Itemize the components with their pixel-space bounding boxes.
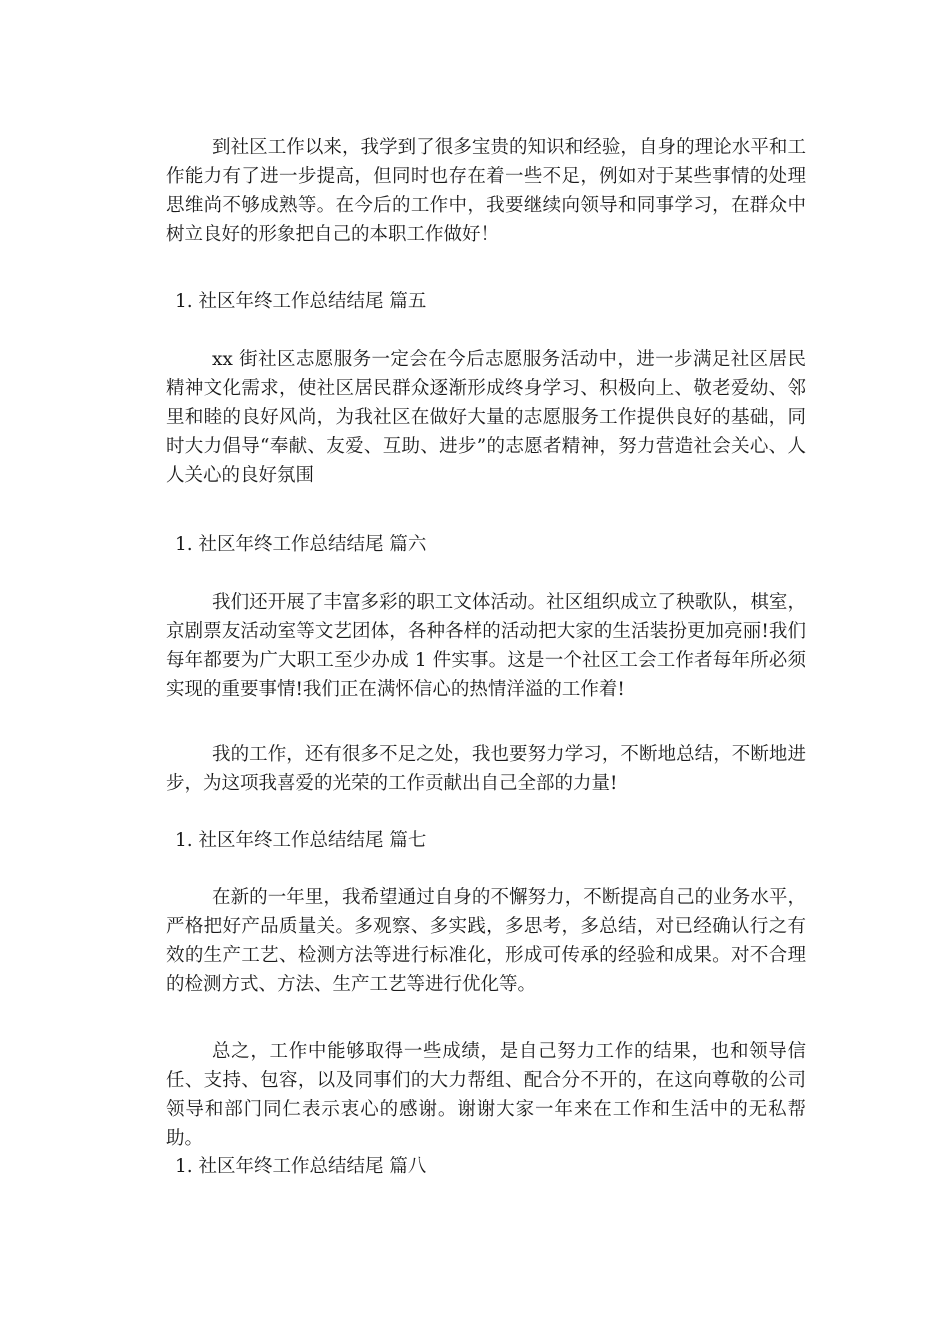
paragraph-section-7a: 在新的一年里，我希望通过自身的不懈努力，不断提高自己的业务水平，严格把好产品质量关。多观察、多实践，多思考，多总结，对已经确认行之有效的生产工艺、检测方法等进行标准化，形成可传承的经验和成果。对不合理的检测方式、方法、生产工艺等进行优化等。 bbox=[166, 887, 806, 995]
paragraph-intro: 到社区工作以来，我学到了很多宝贵的知识和经验，自身的理论水平和工作能力有了进一步提高，但同时也存在着一些不足，例如对于某些事情的处理思维尚不够成熟等。在今后的工作中，我要继续向领导和同事学习，在群众中树立良好的形象把自己的本职工作做好！ bbox=[166, 137, 806, 245]
paragraph-section-5: xx 街社区志愿服务一定会在今后志愿服务活动中，进一步满足社区居民精神文化需求，使社区居民群众逐渐形成终身学习、积极向上、敬老爱幼、邻里和睦的良好风尚，为我社区在做好大量的志愿服务工作提供良好的基础，同时大力倡导“奉献、友爱、互助、进步”的志愿者精神，努力营造社会关心、人人关心的良好氛围 bbox=[166, 349, 806, 486]
section-heading-5: 1. 社区年终工作总结结尾 篇五 bbox=[175, 291, 427, 312]
section-heading-8: 1. 社区年终工作总结结尾 篇八 bbox=[175, 1156, 427, 1177]
paragraph-section-6a: 我们还开展了丰富多彩的职工文体活动。社区组织成立了秧歌队，棋室，京剧票友活动室等文艺团体，各种各样的活动把大家的生活装扮更加亮丽!我们每年都要为广大职工至少办成 1 件实事。这是一个社区工会工作者每年所必须实现的重要事情!我们正在满怀信心的热情洋溢的工作着! bbox=[166, 592, 806, 700]
section-heading-7: 1. 社区年终工作总结结尾 篇七 bbox=[175, 830, 427, 851]
paragraph-section-6b: 我的工作，还有很多不足之处，我也要努力学习，不断地总结，不断地进步，为这项我喜爱的光荣的工作贡献出自己全部的力量! bbox=[166, 744, 806, 794]
section-heading-6: 1. 社区年终工作总结结尾 篇六 bbox=[175, 534, 427, 555]
paragraph-section-7b: 总之，工作中能够取得一些成绩，是自己努力工作的结果，也和领导信任、支持、包容，以及同事们的大力帮组、配合分不开的，在这向尊敬的公司领导和部门同仁表示衷心的感谢。谢谢大家一年来在工作和生活中的无私帮助。 bbox=[166, 1041, 806, 1149]
